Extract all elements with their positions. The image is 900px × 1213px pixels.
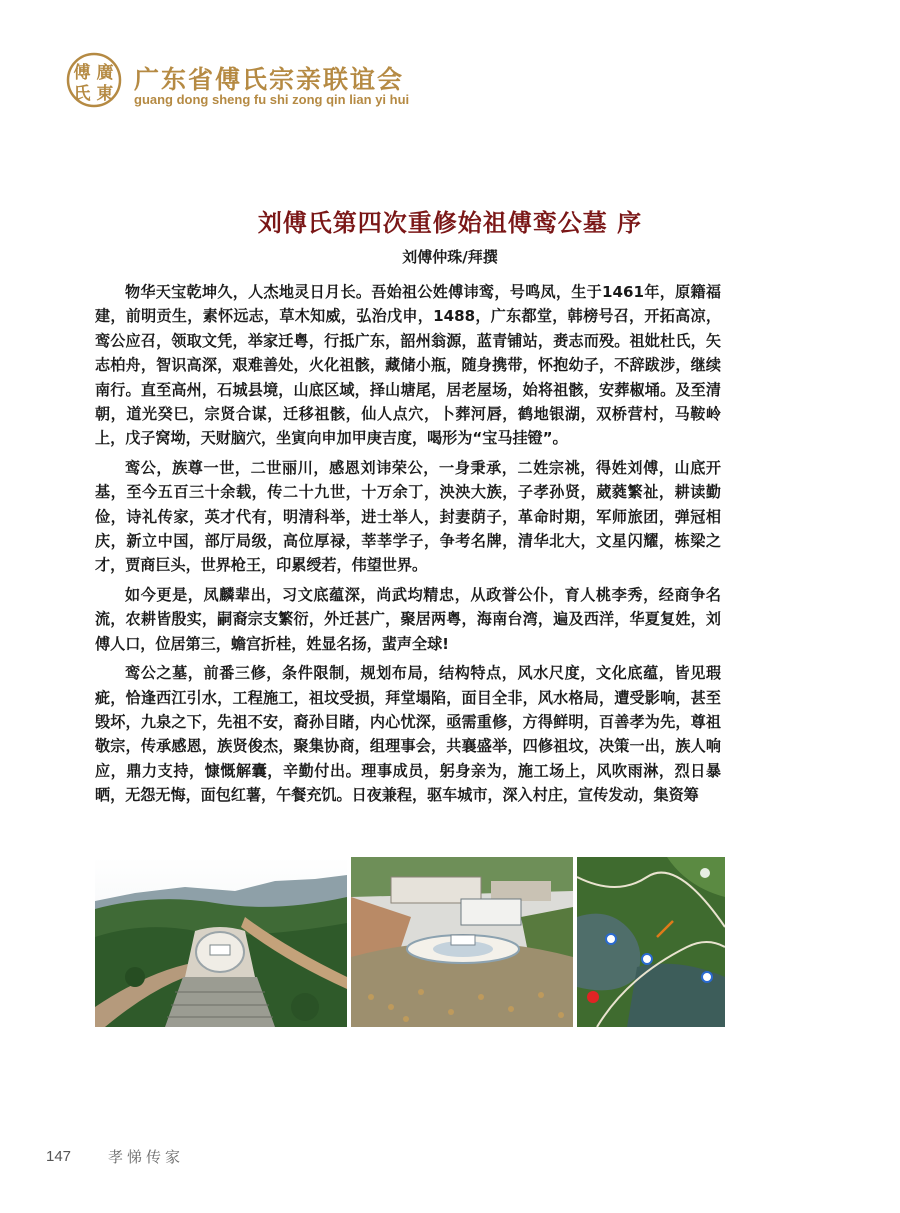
clan-seal-logo xyxy=(66,52,122,108)
header-logo xyxy=(66,52,486,122)
article-author: 刘傅仲珠/拜撰 xyxy=(402,248,498,266)
section-caption: 孝悌传家 xyxy=(108,1148,185,1166)
tomb-hillside-photo xyxy=(95,857,347,1027)
page-number: 147 xyxy=(46,1148,72,1165)
article-title: 刘傅氏第四次重修始祖傅鸾公墓 序 xyxy=(257,209,643,237)
svg-text:氏: 氏 xyxy=(73,84,91,104)
svg-text:東: 東 xyxy=(96,84,114,104)
article-body xyxy=(95,280,721,813)
article-paragraph: 物华天宝乾坤久，人杰地灵日月长。吾始祖公姓傅讳鸾，号鸣凤，生于1461年，原籍福建，前明贡生，素怀远志，草木知威，弘治戊申，1488，广东都堂，韩榜号召，开拓高凉，鸾公应召，领取文凭，举家迁粤，行抵广东，韶州翁源，蓝青铺站，赉志而殁。祖妣杜氏，矢志柏舟，智识高深，艰难善处，火化祖骸，藏储小瓶，随身携带，怀抱幼子，不辞跋涉，继续南行。直至高州，石城县境，山底区域，择山塘尾，居老屋场，始将祖骸，安葬椒埇。及至清朝，道光癸巳，宗贤合谋，迁移祖骸，仙人点穴，卜葬河唇，鹤地银湖，双桥营村，马鞍岭上，戊子窝坳，天财脑穴，坐寅向申加甲庚吉度，喝形为“宝马挂镫”。 xyxy=(95,283,721,448)
photo-strip xyxy=(95,857,725,1027)
org-pinyin: guang dong sheng fu shi zong qin lian yi hui xyxy=(134,92,410,107)
article-paragraph: 如今更是，凤麟辈出，习文底蕴深，尚武均精忠，从政誉公仆，育人桃李秀，经商争名流，农耕皆殷实，嗣裔宗支繁衍，外迁甚广，聚居两粤，海南台湾，遍及西洋，华夏复姓，刘傅人口，位居第三，蟾宫折桂，姓显名扬，蜚声全球! xyxy=(95,585,721,653)
svg-text:傅: 傅 xyxy=(73,63,91,83)
svg-text:廣: 廣 xyxy=(96,63,114,83)
article-paragraph: 鸾公，族尊一世，二世丽川，感恩刘讳荣公，一身秉承，二姓宗祧，得姓刘傅，山底开基，至今五百三十余载，传二十九世，十万余丁，泱泱大族，子孝孙贤，葳蕤繁祉，耕读勤俭，诗礼传家，英才代有，明清科举，进士举人，封妻荫子，革命时期，军师旅团，弹冠相庆，新立中国，部厅局级，高位厚禄，莘莘学子，争考名牌，清华北大，文星闪耀，栋梁之才，贾商巨头，世界枪王，印累绶若，伟望世界。 xyxy=(95,458,721,575)
article-paragraph: 鸾公之墓，前番三修，条件限制，规划布局，结构特点，风水尺度，文化底蕴，皆见瑕疵，恰逢西江引水，工程施工，祖坟受损，拜堂塌陷，面目全非，风水格局，遭受影响，甚至毁坏，九泉之下，先祖不安，裔孙目睹，内心忧深，亟需重修，方得鲜明，百善孝为先，尊祖敬宗，传承感恩，族贤俊杰，聚集协商，组理事会，共襄盛举，四修祖坟，决策一出，族人响应，鼎力支持，慷慨解囊，辛勤付出。理事成员，躬身亲为，施工场上，风吹雨淋，烈日暴晒，无怨无悔，面包红薯，午餐充饥。日夜兼程，驱车城市，深入村庄，宣传发动，集资筹 xyxy=(95,664,721,805)
satellite-map-photo xyxy=(577,857,725,1027)
tomb-village-photo xyxy=(351,857,573,1027)
org-name: 广东省傅氏宗亲联谊会 xyxy=(134,65,405,94)
